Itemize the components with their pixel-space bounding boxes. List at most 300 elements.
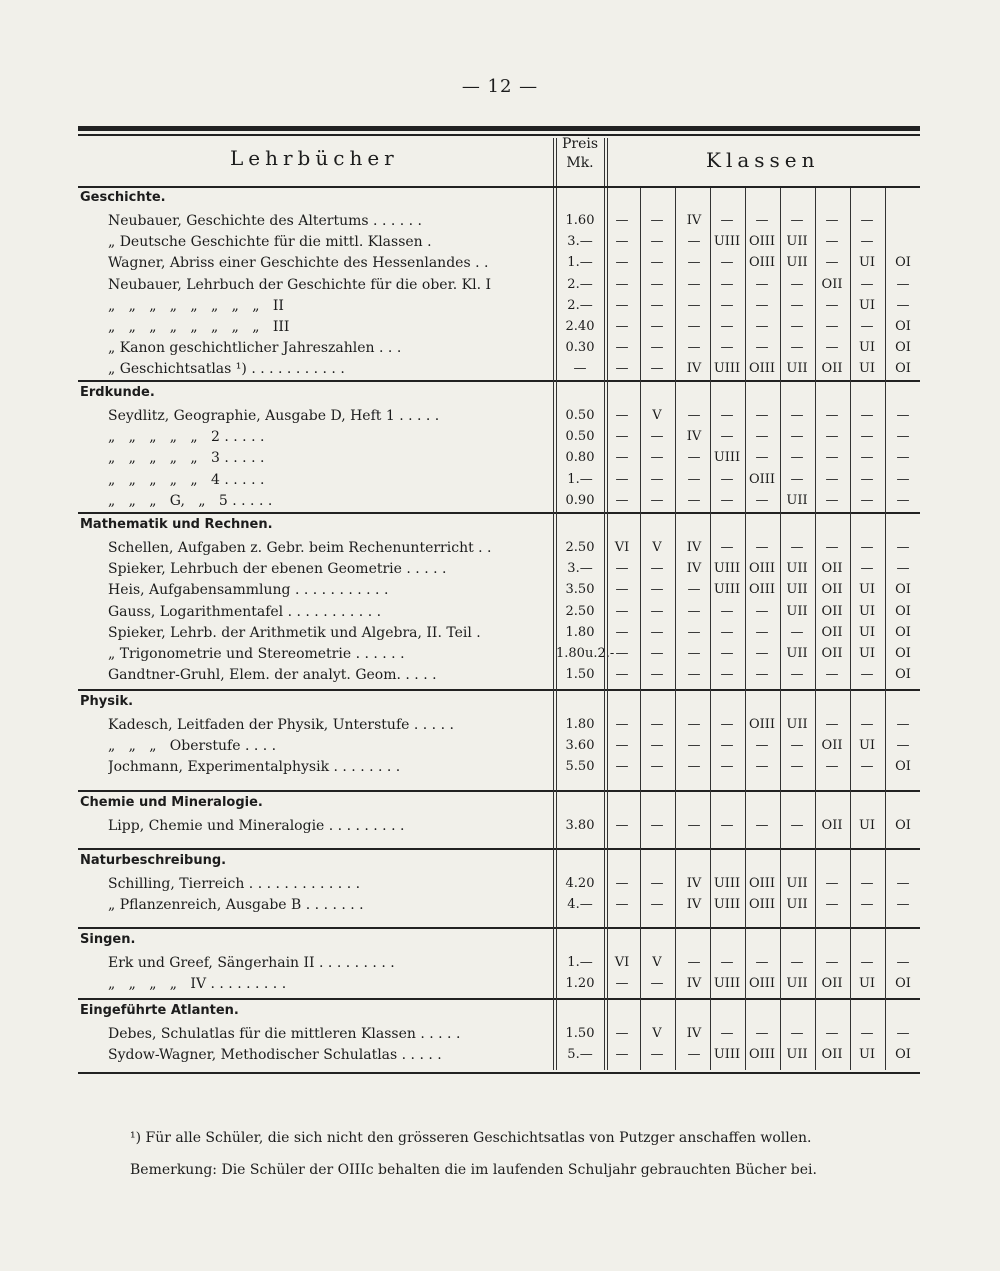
- class-cell: VI: [614, 540, 630, 555]
- class-cell: —: [896, 738, 910, 754]
- class-cell: —: [896, 492, 910, 508]
- class-cell: —: [755, 738, 769, 754]
- class-cell: —: [896, 408, 910, 423]
- class-cell: —: [790, 955, 804, 970]
- book-price: 1.50: [565, 667, 595, 683]
- class-cell: V: [652, 408, 662, 423]
- class-cell: —: [615, 297, 629, 313]
- class-cell: —: [650, 818, 664, 833]
- class-cell: —: [825, 471, 839, 487]
- class-cell: IV: [686, 1026, 702, 1041]
- class-cell: —: [687, 276, 701, 292]
- class-cell: —: [615, 1026, 629, 1041]
- class-cell: —: [650, 976, 664, 992]
- class-cell: —: [615, 667, 629, 683]
- class-cell: —: [615, 408, 629, 423]
- class-cell: —: [615, 255, 629, 271]
- class-cell: —: [615, 624, 629, 640]
- class-cell: —: [896, 955, 910, 970]
- class-cell: UII: [786, 561, 808, 577]
- class-cell: —: [615, 738, 629, 754]
- class-cell: —: [860, 897, 874, 913]
- class-cell: —: [860, 667, 874, 683]
- class-cell: —: [790, 738, 804, 754]
- class-cell: —: [615, 646, 629, 661]
- class-cell: —: [615, 429, 629, 445]
- book-title: „ Pflanzenreich, Ausgabe B . . . . . . .: [108, 897, 364, 914]
- class-cell: —: [650, 624, 664, 640]
- class-cell: VI: [614, 955, 630, 970]
- book-price: 3.—: [567, 234, 593, 250]
- class-cell: —: [755, 450, 769, 466]
- class-cell: —: [615, 234, 629, 250]
- class-cell: —: [687, 624, 701, 640]
- class-cell: —: [825, 255, 839, 271]
- class-cell: IV: [686, 540, 702, 555]
- class-cell: OI: [895, 603, 911, 619]
- class-cell: —: [720, 818, 734, 833]
- class-cell: —: [896, 297, 910, 313]
- class-cell: —: [650, 340, 664, 356]
- class-cell: UII: [786, 976, 808, 992]
- class-cell: —: [860, 759, 874, 775]
- class-cell: —: [896, 897, 910, 913]
- book-title: „ „ „ „ „ 4 . . . . .: [108, 471, 265, 488]
- class-cell: V: [652, 540, 662, 555]
- class-cell: —: [650, 717, 664, 732]
- book-title: „ „ „ „ IV . . . . . . . . .: [108, 976, 287, 993]
- book-price: 2.50: [565, 540, 595, 555]
- section-title: Geschichte.: [80, 190, 166, 205]
- class-cell: OI: [895, 646, 911, 661]
- section-rule: [78, 512, 920, 514]
- class-cell: —: [615, 603, 629, 619]
- class-cell: —: [755, 603, 769, 619]
- class-column-divider: [745, 188, 746, 1070]
- class-cell: —: [650, 255, 664, 271]
- class-cell: —: [687, 297, 701, 313]
- book-price: 0.30: [565, 340, 595, 356]
- class-cell: OII: [821, 818, 843, 833]
- class-cell: —: [720, 717, 734, 732]
- class-cell: OI: [895, 818, 911, 833]
- class-cell: OII: [821, 624, 843, 640]
- class-cell: —: [755, 667, 769, 683]
- class-cell: OII: [821, 361, 843, 377]
- class-cell: —: [790, 340, 804, 356]
- class-column-divider: [815, 188, 816, 1070]
- class-cell: —: [825, 1026, 839, 1041]
- class-cell: —: [755, 213, 769, 228]
- book-price: 2.50: [565, 603, 595, 619]
- class-cell: OIII: [748, 876, 776, 891]
- class-cell: —: [790, 450, 804, 466]
- book-price: 3.80: [565, 818, 595, 833]
- class-cell: —: [650, 213, 664, 228]
- class-cell: UIII: [713, 1047, 741, 1063]
- class-cell: —: [825, 759, 839, 775]
- book-price: 1.80: [565, 624, 595, 640]
- book-title: Neubauer, Lehrbuch der Geschichte für die ober. Kl. I: [108, 276, 492, 293]
- class-cell: —: [825, 319, 839, 334]
- section-title: Erdkunde.: [80, 385, 155, 400]
- class-cell: —: [687, 1047, 701, 1063]
- book-title: Seydlitz, Geographie, Ausgabe D, Heft 1 . . . . .: [108, 408, 440, 424]
- class-cell: UI: [858, 646, 876, 661]
- class-cell: UIII: [713, 876, 741, 891]
- class-cell: OI: [895, 361, 911, 377]
- top-rule-thin: [78, 134, 920, 136]
- header-price: [556, 135, 604, 173]
- class-cell: —: [860, 717, 874, 732]
- class-cell: —: [755, 319, 769, 334]
- class-cell: —: [860, 540, 874, 555]
- class-cell: —: [615, 319, 629, 334]
- section-title: Mathematik und Rechnen.: [80, 517, 273, 532]
- book-price: 2.—: [567, 297, 593, 313]
- class-cell: IV: [686, 561, 702, 577]
- class-cell: IV: [686, 876, 702, 891]
- class-cell: —: [687, 234, 701, 250]
- class-cell: —: [720, 759, 734, 775]
- section-rule: [78, 998, 920, 1000]
- class-cell: —: [650, 667, 664, 683]
- class-cell: —: [687, 646, 701, 661]
- class-cell: IV: [686, 976, 702, 992]
- class-cell: —: [825, 876, 839, 891]
- class-cell: —: [896, 450, 910, 466]
- class-cell: —: [720, 255, 734, 271]
- book-title: „ „ „ „ „ 3 . . . . .: [108, 450, 265, 467]
- book-title: Wagner, Abriss einer Geschichte des Hessenlandes . .: [108, 255, 489, 272]
- book-title: Gandtner-Gruhl, Elem. der analyt. Geom. . . . .: [108, 667, 437, 684]
- class-cell: UII: [786, 603, 808, 619]
- book-title: Kadesch, Leitfaden der Physik, Unterstufe . . . . .: [108, 717, 454, 733]
- book-title: Sydow-Wagner, Methodischer Schulatlas . . . . .: [108, 1047, 442, 1064]
- class-cell: —: [650, 646, 664, 661]
- book-title: „ Trigonometrie und Stereometrie . . . . . .: [108, 646, 405, 662]
- class-cell: —: [755, 624, 769, 640]
- book-price: 1.50: [565, 1026, 595, 1041]
- class-cell: UII: [786, 1047, 808, 1063]
- book-price: —: [573, 361, 587, 377]
- class-cell: —: [687, 319, 701, 334]
- class-cell: OIII: [748, 255, 776, 271]
- header-classes: Klassen: [706, 148, 820, 172]
- class-cell: —: [896, 717, 910, 732]
- top-rule-thick: [78, 126, 920, 131]
- class-cell: —: [687, 603, 701, 619]
- class-cell: —: [720, 492, 734, 508]
- class-cell: UII: [786, 717, 808, 732]
- class-cell: UI: [858, 624, 876, 640]
- class-cell: —: [650, 471, 664, 487]
- book-title: Schilling, Tierreich . . . . . . . . . . . . .: [108, 876, 361, 892]
- class-cell: —: [720, 319, 734, 334]
- class-cell: IV: [686, 361, 702, 377]
- class-column-divider: [675, 188, 676, 1070]
- class-cell: OI: [895, 976, 911, 992]
- class-cell: —: [650, 582, 664, 598]
- class-cell: OII: [821, 582, 843, 598]
- book-price: 0.90: [565, 492, 595, 508]
- class-cell: —: [615, 582, 629, 598]
- class-cell: —: [755, 297, 769, 313]
- class-cell: —: [790, 429, 804, 445]
- class-cell: —: [650, 361, 664, 377]
- class-cell: —: [650, 759, 664, 775]
- class-cell: OII: [821, 1047, 843, 1063]
- book-title: „ „ „ „ „ „ „ „ III: [108, 319, 290, 335]
- class-cell: UIII: [713, 234, 741, 250]
- class-cell: —: [615, 1047, 629, 1063]
- class-cell: UII: [786, 876, 808, 891]
- class-column-divider: [710, 188, 711, 1070]
- book-title: Neubauer, Geschichte des Altertums . . . . . .: [108, 213, 423, 229]
- book-price: 4.20: [565, 876, 595, 891]
- header-price-line1: Preis: [561, 136, 599, 152]
- class-cell: V: [652, 955, 662, 970]
- class-cell: —: [825, 213, 839, 228]
- class-cell: —: [720, 429, 734, 445]
- class-cell: —: [790, 540, 804, 555]
- class-cell: V: [652, 1026, 662, 1041]
- section-rule: [78, 848, 920, 850]
- class-cell: —: [825, 492, 839, 508]
- book-price: 1.60: [565, 213, 595, 228]
- class-cell: —: [615, 876, 629, 891]
- class-cell: —: [755, 1026, 769, 1041]
- book-title: Jochmann, Experimentalphysik . . . . . . . .: [108, 759, 401, 776]
- class-cell: —: [896, 429, 910, 445]
- class-cell: —: [687, 408, 701, 423]
- class-cell: —: [860, 471, 874, 487]
- book-title: „ „ „ „ „ 2 . . . . .: [108, 429, 265, 446]
- class-cell: —: [650, 897, 664, 913]
- class-cell: OI: [895, 759, 911, 775]
- class-cell: —: [755, 340, 769, 356]
- book-title: „ „ „ „ „ „ „ „ II: [108, 297, 284, 314]
- book-title: Lipp, Chemie und Mineralogie . . . . . . . . .: [108, 818, 405, 834]
- class-cell: —: [755, 646, 769, 661]
- class-cell: OIII: [748, 897, 776, 913]
- class-cell: OI: [895, 319, 911, 334]
- class-cell: —: [650, 297, 664, 313]
- class-cell: UI: [858, 255, 876, 271]
- class-cell: —: [896, 540, 910, 555]
- class-cell: —: [720, 471, 734, 487]
- book-title: „ Deutsche Geschichte für die mittl. Klassen .: [108, 234, 432, 251]
- class-cell: UI: [858, 818, 876, 833]
- book-price: 1.80: [565, 717, 595, 732]
- book-title: Heis, Aufgabensammlung . . . . . . . . . . .: [108, 582, 389, 599]
- class-cell: —: [825, 955, 839, 970]
- class-cell: UIII: [713, 582, 741, 598]
- class-cell: —: [860, 955, 874, 970]
- class-cell: —: [790, 319, 804, 334]
- class-cell: OI: [895, 582, 911, 598]
- class-cell: —: [687, 450, 701, 466]
- book-price: 3.60: [565, 738, 595, 754]
- book-title: „ Kanon geschichtlicher Jahreszahlen . . .: [108, 340, 402, 357]
- class-cell: OII: [821, 276, 843, 292]
- class-cell: OIII: [748, 361, 776, 377]
- class-cell: —: [615, 492, 629, 508]
- class-cell: —: [650, 1047, 664, 1063]
- class-cell: —: [615, 561, 629, 577]
- header-title: Lehrbücher: [230, 146, 399, 170]
- class-cell: —: [615, 818, 629, 833]
- class-cell: —: [755, 408, 769, 423]
- class-cell: —: [825, 717, 839, 732]
- class-cell: —: [755, 955, 769, 970]
- class-cell: OII: [821, 738, 843, 754]
- class-cell: OI: [895, 255, 911, 271]
- section-title: Chemie und Mineralogie.: [80, 795, 263, 810]
- class-cell: —: [790, 213, 804, 228]
- class-cell: OII: [821, 646, 843, 661]
- class-cell: —: [687, 492, 701, 508]
- class-cell: OI: [895, 667, 911, 683]
- header-price-line2: Mk.: [566, 155, 594, 171]
- section-title: Singen.: [80, 932, 136, 947]
- footnote-1: ¹) Für alle Schüler, die sich nicht den grösseren Geschichtsatlas von Putzger anschaffen wollen.: [130, 1130, 812, 1146]
- book-price: 4.—: [567, 897, 593, 913]
- class-cell: OIII: [748, 1047, 776, 1063]
- class-cell: —: [790, 276, 804, 292]
- class-cell: UI: [858, 297, 876, 313]
- class-cell: —: [860, 429, 874, 445]
- class-cell: —: [825, 540, 839, 555]
- book-title: „ „ „ G, „ 5 . . . . .: [108, 492, 273, 509]
- class-cell: —: [860, 319, 874, 334]
- class-cell: —: [687, 717, 701, 732]
- class-cell: UI: [858, 976, 876, 992]
- class-cell: IV: [686, 213, 702, 228]
- book-price: 0.80: [565, 450, 595, 466]
- class-cell: OIII: [748, 561, 776, 577]
- class-cell: UII: [786, 492, 808, 508]
- book-title: Debes, Schulatlas für die mittleren Klassen . . . . .: [108, 1026, 461, 1042]
- class-cell: —: [790, 667, 804, 683]
- class-cell: —: [615, 759, 629, 775]
- book-price: 0.50: [565, 429, 595, 445]
- class-cell: —: [720, 624, 734, 640]
- book-price: 1.—: [567, 471, 593, 487]
- class-cell: UII: [786, 897, 808, 913]
- class-column-divider: [640, 188, 641, 1070]
- class-cell: —: [720, 738, 734, 754]
- class-cell: —: [790, 818, 804, 833]
- class-cell: —: [860, 876, 874, 891]
- class-cell: —: [755, 429, 769, 445]
- class-cell: —: [825, 297, 839, 313]
- book-title: Gauss, Logarithmentafel . . . . . . . . . . .: [108, 603, 382, 620]
- class-cell: OIII: [748, 976, 776, 992]
- class-cell: —: [687, 471, 701, 487]
- class-cell: UI: [858, 738, 876, 754]
- class-cell: —: [687, 667, 701, 683]
- class-cell: UII: [786, 646, 808, 661]
- book-title: Schellen, Aufgaben z. Gebr. beim Rechenunterricht . .: [108, 540, 492, 556]
- class-cell: —: [650, 276, 664, 292]
- class-cell: UII: [786, 361, 808, 377]
- class-cell: —: [755, 492, 769, 508]
- class-cell: UII: [786, 255, 808, 271]
- class-cell: UII: [786, 234, 808, 250]
- class-cell: —: [896, 561, 910, 577]
- class-cell: UIII: [713, 361, 741, 377]
- price-column-left-border: [553, 138, 557, 1070]
- book-price: 3.50: [565, 582, 595, 598]
- class-cell: —: [790, 297, 804, 313]
- book-title: Spieker, Lehrb. der Arithmetik und Algebra, II. Teil .: [108, 624, 481, 641]
- class-cell: —: [755, 818, 769, 833]
- class-cell: —: [687, 955, 701, 970]
- class-cell: —: [790, 1026, 804, 1041]
- class-cell: OI: [895, 340, 911, 356]
- class-cell: —: [860, 561, 874, 577]
- class-cell: IV: [686, 429, 702, 445]
- class-cell: UI: [858, 340, 876, 356]
- class-cell: —: [650, 603, 664, 619]
- class-cell: —: [720, 408, 734, 423]
- class-cell: OIII: [748, 582, 776, 598]
- book-price: 2.—: [567, 276, 593, 292]
- section-title: Eingeführte Atlanten.: [80, 1003, 239, 1018]
- class-cell: —: [687, 759, 701, 775]
- class-cell: —: [615, 340, 629, 356]
- class-cell: —: [825, 340, 839, 356]
- class-column-divider: [780, 188, 781, 1070]
- class-cell: UI: [858, 361, 876, 377]
- class-cell: —: [860, 492, 874, 508]
- class-cell: UIII: [713, 976, 741, 992]
- class-cell: OII: [821, 603, 843, 619]
- class-cell: —: [896, 471, 910, 487]
- book-price: 1.—: [567, 255, 593, 271]
- class-cell: —: [825, 897, 839, 913]
- class-cell: —: [615, 213, 629, 228]
- class-cell: —: [687, 738, 701, 754]
- book-title: „ „ „ Oberstufe . . . .: [108, 738, 277, 755]
- class-cell: IV: [686, 897, 702, 913]
- class-cell: —: [650, 450, 664, 466]
- class-cell: —: [825, 667, 839, 683]
- class-cell: —: [790, 408, 804, 423]
- class-cell: —: [615, 450, 629, 466]
- class-cell: OII: [821, 561, 843, 577]
- section-rule: [78, 927, 920, 929]
- book-title: Erk und Greef, Sängerhain II . . . . . . . . .: [108, 955, 395, 971]
- class-cell: —: [650, 234, 664, 250]
- class-cell: OI: [895, 1047, 911, 1063]
- book-price: 5.—: [567, 1047, 593, 1063]
- class-cell: —: [860, 1026, 874, 1041]
- class-cell: —: [650, 319, 664, 334]
- section-title: Naturbeschreibung.: [80, 853, 227, 868]
- class-cell: —: [687, 340, 701, 356]
- class-cell: —: [755, 540, 769, 555]
- class-cell: —: [860, 213, 874, 228]
- class-cell: —: [790, 759, 804, 775]
- class-cell: UI: [858, 1047, 876, 1063]
- class-cell: UIII: [713, 561, 741, 577]
- page-number: — 12 —: [461, 76, 539, 97]
- class-cell: —: [720, 213, 734, 228]
- class-cell: —: [720, 603, 734, 619]
- section-rule: [78, 380, 920, 382]
